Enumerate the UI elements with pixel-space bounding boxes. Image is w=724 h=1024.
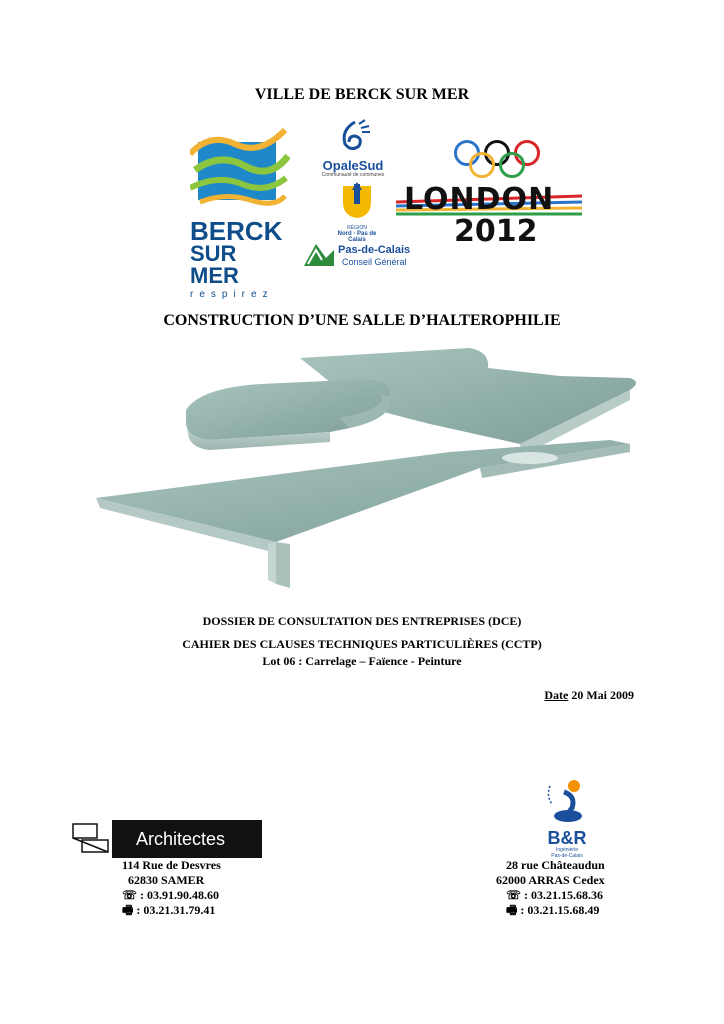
- region-logo-label1: RÉGION: [347, 225, 367, 231]
- engineer-address: [496, 858, 605, 918]
- opalesud-logo-graphic: [333, 118, 373, 154]
- pas-de-calais-logo-subtitle: Conseil Général: [342, 257, 407, 267]
- opalesud-logo: [318, 118, 388, 178]
- b-and-r-logo-graphic: [542, 776, 592, 824]
- b-and-r-logo-sub2: Pas-de-Calais: [551, 853, 583, 859]
- london-logo-line1: LONDON: [404, 182, 555, 217]
- engineer-phone: : 03.21.15.68.36: [524, 888, 604, 902]
- pas-de-calais-logo-graphic: [302, 240, 336, 268]
- lot-title: Lot 06 : Carrelage – Faïence - Peinture: [262, 654, 462, 668]
- region-logo-label2: Nord - Pas de Calais: [337, 231, 377, 243]
- fax-icon: 🖷: [122, 903, 134, 917]
- region-logo: [332, 180, 382, 243]
- architect-address-line1: 114 Rue de Desvres: [122, 858, 221, 872]
- engineer-address-line2: 62000 ARRAS Cedex: [496, 873, 605, 887]
- engineer-address-line1: 28 rue Châteaudun: [506, 858, 605, 872]
- berck-logo-graphic: [190, 122, 290, 212]
- pas-de-calais-logo-name: Pas-de-Calais: [338, 244, 411, 256]
- town-title: VILLE DE BERCK SUR MER: [254, 86, 470, 103]
- fax-icon: 🖷: [506, 903, 518, 917]
- berck-logo-line1: BERCK: [190, 216, 283, 246]
- engineer-fax: : 03.21.15.68.49: [520, 903, 600, 917]
- architect-address-line2: 62830 SAMER: [128, 873, 205, 887]
- project-title: CONSTRUCTION D’UNE SALLE D’HALTEROPHILIE: [163, 312, 561, 329]
- architect-phone: : 03.91.90.48.60: [140, 888, 220, 902]
- architect-address: [122, 858, 221, 918]
- architectes-logo: [72, 820, 262, 858]
- architectes-logo-mark: [72, 822, 112, 858]
- berck-logo-tagline: respirez: [190, 289, 274, 300]
- region-logo-graphic: [337, 180, 377, 220]
- building-rendering: [90, 348, 650, 598]
- date-line: [544, 688, 634, 703]
- london-logo-line2: 2012: [454, 214, 538, 249]
- dce-title: DOSSIER DE CONSULTATION DES ENTREPRISES (DCE): [202, 614, 522, 628]
- london-2012-logo: [396, 134, 582, 254]
- date-value: 20 Mai 2009: [568, 688, 634, 702]
- berck-logo: [190, 122, 290, 300]
- opalesud-logo-subtitle: Communauté de communes: [321, 172, 385, 178]
- architect-fax: : 03.21.31.79.41: [136, 903, 216, 917]
- b-and-r-logo: [532, 776, 602, 858]
- b-and-r-logo-sub1: Ingénierie: [556, 847, 578, 853]
- telephone-icon: ☏: [506, 888, 522, 902]
- berck-logo-line2: SUR MER: [190, 241, 239, 288]
- date-label: Date: [544, 688, 569, 702]
- opalesud-logo-name: OpaleSud: [322, 158, 384, 173]
- b-and-r-logo-text: B&R: [547, 828, 587, 848]
- olympic-rings-icon: [454, 140, 544, 180]
- architectes-logo-text: Architectes: [112, 820, 262, 858]
- telephone-icon: ☏: [122, 888, 138, 902]
- cctp-title: CAHIER DES CLAUSES TECHNIQUES PARTICULIÈRES (CCTP): [182, 637, 542, 651]
